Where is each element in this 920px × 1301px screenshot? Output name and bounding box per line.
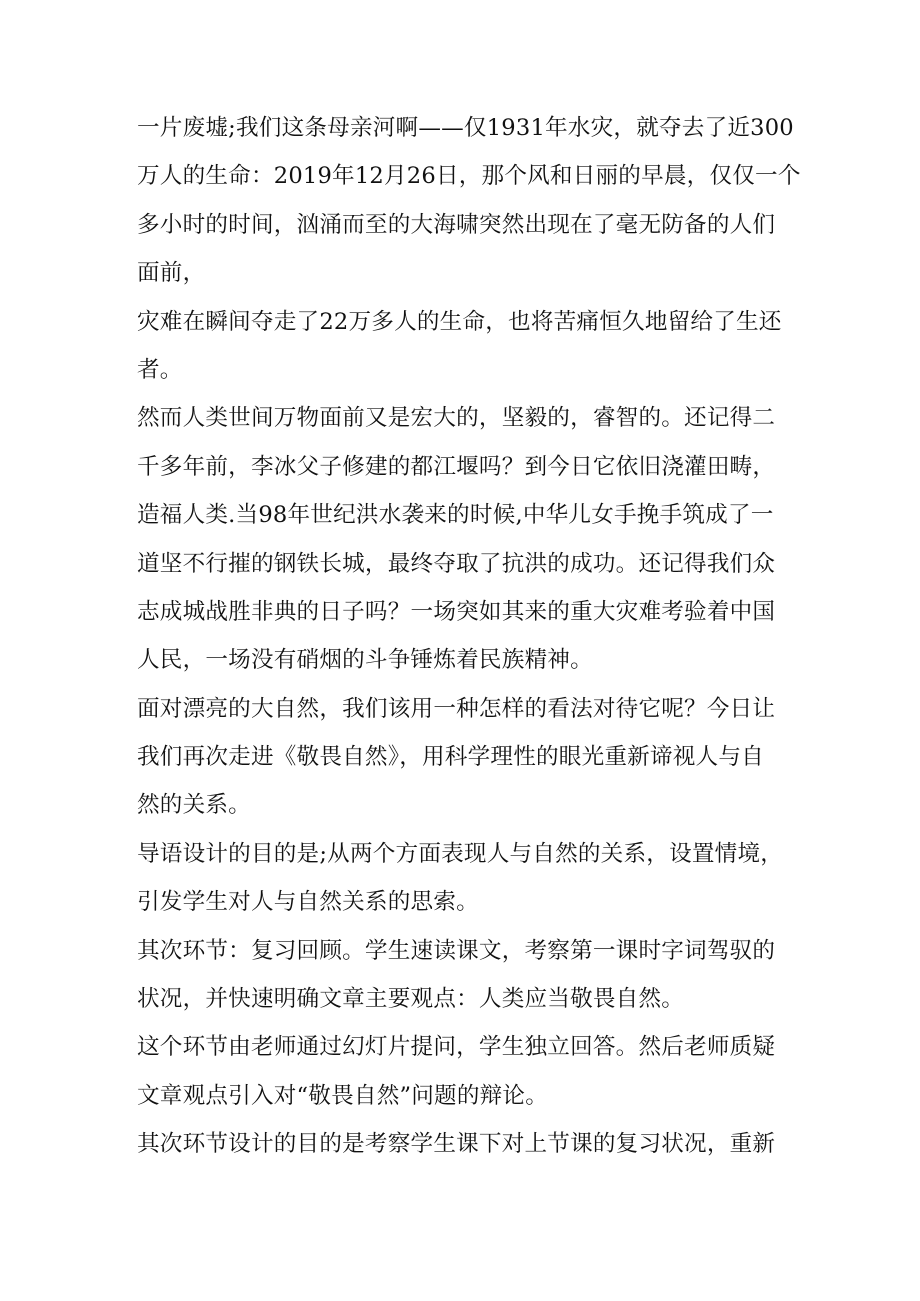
text-line: 面前， [137,260,206,287]
text-line: 者。 [137,356,183,383]
text-line: 万人的生命：2019年12月26日，那个风和日丽的早晨，仅仅一个 [137,163,801,190]
text-line: 道坚不行摧的钢铁长城，最终夺取了抗洪的成功。还记得我们众 [137,550,776,577]
document-body [137,104,801,1169]
text-line: 文章观点引入对“敬畏自然”问题的辩论。 [137,1082,548,1109]
text-line: 状况，并快速明确文章主要观点：人类应当敬畏自然。 [137,986,685,1013]
text-line: 面对漂亮的大自然，我们该用一种怎样的看法对待它呢？今日让 [137,695,776,722]
text-line: 然而人类世间万物面前又是宏大的，坚毅的，睿智的。还记得二 [137,405,776,432]
text-line: 千多年前，李冰父子修建的都江堰吗？到今日它依旧浇灌田畴， [137,453,776,480]
text-line: 然的关系。 [137,792,251,819]
text-line: 造福人类.当98年世纪洪水袭来的时候,中华儿女手挽手筑成了一 [137,502,774,529]
text-line: 灾难在瞬间夺走了22万多人的生命，也将苦痛恒久地留给了生还 [137,308,782,335]
text-line: 志成城战胜非典的日子吗？一场突如其来的重大灾难考验着中国 [137,598,776,625]
text-line: 我们再次走进《敬畏自然》，用科学理性的眼光重新谛视人与自 [137,744,764,771]
text-line: 这个环节由老师通过幻灯片提问，学生独立回答。然后老师质疑 [137,1034,776,1061]
text-line: 多小时的时间，汹涌而至的大海啸突然出现在了毫无防备的人们 [137,211,776,238]
text-line: 一片废墟;我们这条母亲河啊——仅1931年水灾，就夺去了近300 [137,115,794,141]
text-line: 人民，一场没有硝烟的斗争锤炼着民族精神。 [137,647,593,674]
text-line: 导语设计的目的是;从两个方面表现人与自然的关系，设置情境， [137,840,784,867]
text-line: 引发学生对人与自然关系的思索。 [137,889,479,916]
text-line: 其次环节：复习回顾。学生速读课文，考察第一课时字词驾驭的 [137,937,776,964]
text-line: 其次环节设计的目的是考察学生课下对上节课的复习状况，重新 [137,1131,776,1158]
